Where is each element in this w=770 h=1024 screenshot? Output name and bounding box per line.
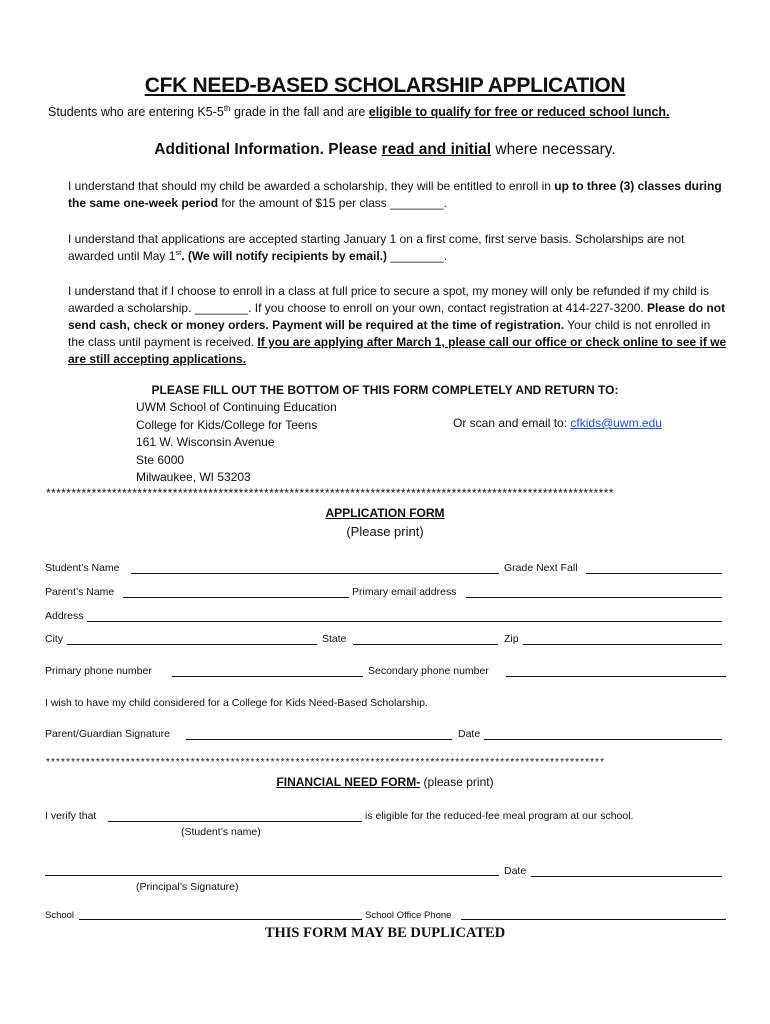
secondary-phone-label: Secondary phone number	[368, 665, 489, 677]
grade-label: Grade Next Fall	[504, 562, 578, 574]
divider-stars: ****************************************************************************************************************	[46, 486, 614, 500]
subtitle-mid: grade in the fall and are	[230, 105, 369, 120]
additional-underlined: read and initial	[381, 141, 492, 158]
date-field[interactable]	[484, 739, 722, 740]
subtitle-sup: th	[223, 104, 231, 113]
school-field[interactable]	[79, 919, 362, 920]
primary-email-label: Primary email address	[352, 586, 457, 598]
city-label: City	[45, 633, 64, 645]
student-name-caption: (Student’s name)	[181, 826, 261, 838]
financial-heading: FINANCIAL NEED FORM-	[276, 775, 421, 789]
paragraph-refund	[68, 283, 728, 368]
signature-label: Parent/Guardian Signature	[45, 728, 170, 740]
address-line-3: 161 W. Wisconsin Avenue	[136, 435, 275, 449]
scan-email	[453, 416, 662, 430]
state-field[interactable]	[353, 644, 498, 645]
paragraph-classes	[68, 178, 728, 212]
subtitle-pre: Students who are entering K5-5	[48, 105, 224, 120]
subtitle-emphasis: eligible to qualify for free or reduced school lunch.	[368, 105, 670, 120]
principal-caption: (Principal’s Signature)	[136, 881, 239, 893]
verify-student-field[interactable]	[108, 821, 362, 822]
consider-statement: I wish to have my child considered for a College for Kids Need-Based Scholarship.	[45, 697, 428, 709]
paragraph-applications	[68, 231, 728, 265]
footer-duplicate: THIS FORM MAY BE DUPLICATED	[264, 925, 506, 941]
primary-phone-field[interactable]	[172, 676, 363, 677]
school-phone-field[interactable]	[461, 919, 726, 920]
address-field[interactable]	[87, 621, 722, 622]
secondary-phone-field[interactable]	[506, 676, 726, 677]
address-line-5: Milwaukee, WI 53203	[136, 470, 251, 484]
additional-post: where necessary.	[491, 141, 616, 158]
financial-sub: (please print)	[420, 775, 494, 789]
date-label: Date	[458, 728, 481, 740]
primary-phone-label: Primary phone number	[45, 665, 152, 677]
address-line-1: UWM School of Continuing Education	[136, 400, 337, 414]
address-line-4: Ste 6000	[136, 452, 185, 467]
parent-name-label: Parent’s Name	[45, 586, 115, 598]
address-label: Address	[45, 610, 84, 622]
eligible-text: is eligible for the reduced-fee meal program at our school.	[365, 810, 634, 822]
grade-field[interactable]	[586, 573, 722, 574]
subtitle	[48, 104, 670, 119]
financial-heading-wrap	[0, 775, 770, 789]
divider-stars-2: ****************************************************************************************************************	[46, 757, 606, 768]
please-print: (Please print)	[346, 524, 424, 539]
student-name-field[interactable]	[131, 573, 499, 574]
email-link[interactable]: cfkids@uwm.edu	[570, 416, 662, 430]
para1-post: for the amount of $15 per class ________.	[218, 196, 447, 210]
additional-info-heading	[0, 141, 770, 159]
city-field[interactable]	[67, 644, 317, 645]
student-name-label: Student’s Name	[45, 562, 120, 574]
scan-label: Or scan and email to:	[453, 416, 571, 430]
mailing-address	[136, 399, 337, 487]
application-form-heading: APPLICATION FORM	[325, 506, 445, 520]
parent-name-field[interactable]	[123, 597, 349, 598]
zip-field[interactable]	[523, 644, 722, 645]
financial-date-field[interactable]	[531, 876, 722, 877]
school-label: School	[45, 910, 75, 921]
additional-pre: Additional Information. Please	[154, 141, 382, 158]
zip-label: Zip	[504, 633, 519, 645]
para2-post: ________.	[387, 249, 448, 263]
para3-emphasis: If you are applying after March 1, please call our office or check online to see if we are still accepting applications.	[68, 335, 727, 366]
primary-email-field[interactable]	[466, 597, 722, 598]
para2-pre: I understand that applications are accepted starting January 1 on a first come, first serve basis. Scholarships are not awarded until May 1	[68, 232, 685, 263]
fill-heading: PLEASE FILL OUT THE BOTTOM OF THIS FORM COMPLETELY AND RETURN TO:	[151, 383, 619, 397]
signature-field[interactable]	[186, 739, 452, 740]
para1-bold: up to three (3) classes during the same one-week period	[68, 179, 722, 210]
school-phone-label: School Office Phone	[365, 910, 452, 921]
para1-pre: I understand that should my child be awarded a scholarship, they will be entitled to enroll in	[68, 179, 555, 193]
para3-bold: Please do not send cash, check or money orders. Payment will be required at the time of registration.	[68, 301, 726, 332]
para3-text1: I understand that if I choose to enroll in a class at full price to secure a spot, my money will only be refunded if my child is awarded a scholarship. ________. If you choose to enroll on your own, contact registration at 414-227-3200.	[68, 284, 709, 315]
financial-date-label: Date	[504, 865, 527, 877]
para3-text2: Your child is not enrolled in the class until payment is received.	[68, 318, 711, 349]
principal-signature-field[interactable]	[45, 875, 499, 876]
para2-sup: st	[175, 248, 182, 257]
verify-label: I verify that	[45, 810, 97, 822]
page-title: CFK NEED-BASED SCHOLARSHIP APPLICATION	[144, 74, 626, 97]
state-label: State	[322, 633, 347, 645]
para2-bold: . (We will notify recipients by email.)	[181, 249, 388, 263]
address-line-2: College for Kids/College for Teens	[136, 417, 318, 432]
